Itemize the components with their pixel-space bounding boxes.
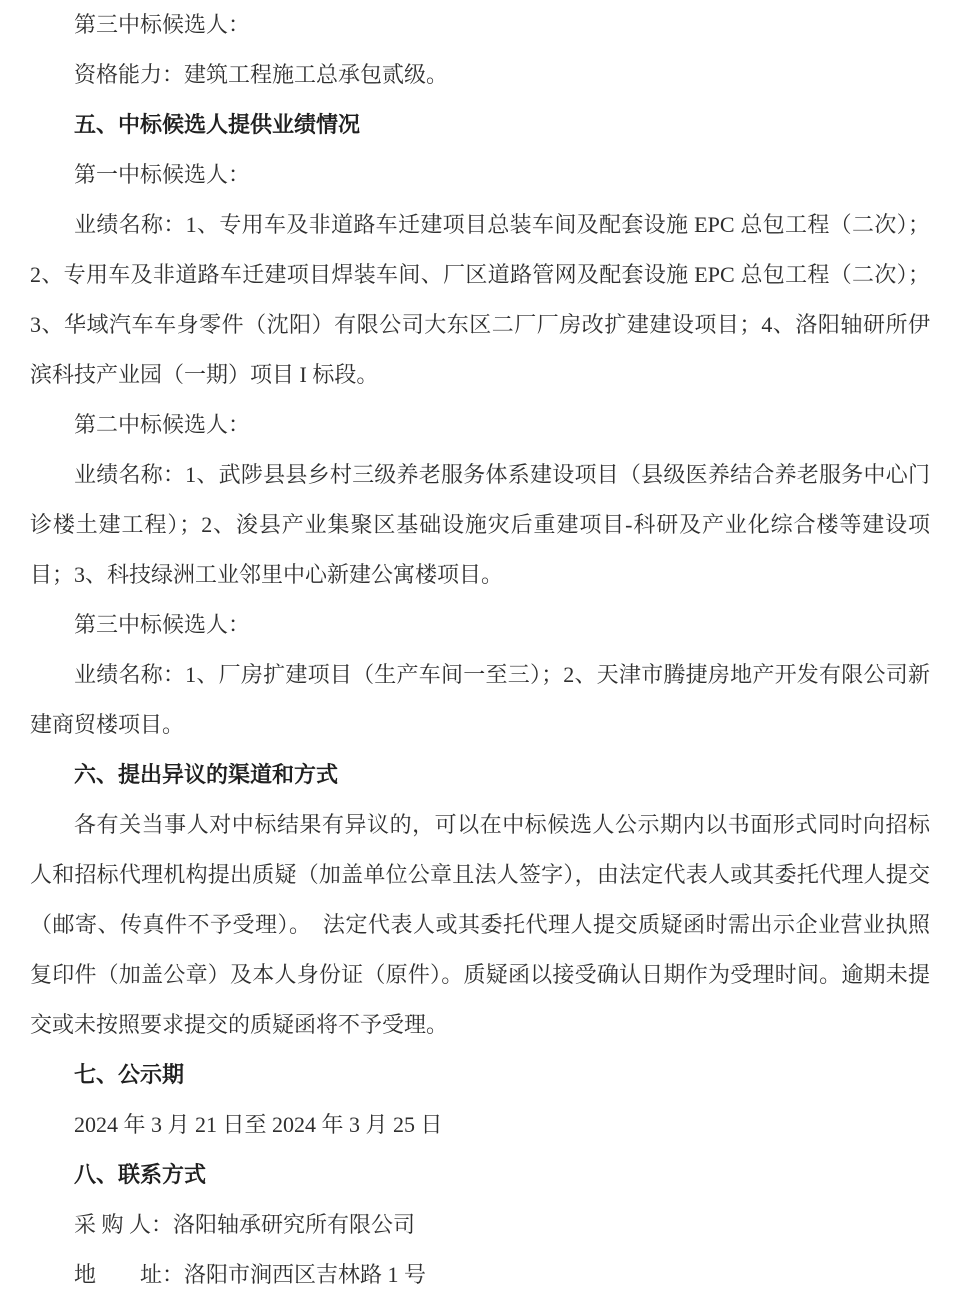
address-line: 地 址：洛阳市涧西区吉林路 1 号 <box>74 1262 427 1287</box>
publicity-period-dates: 2024 年 3 月 21 日至 2024 年 3 月 25 日 <box>74 1112 443 1137</box>
section-heading-5: 五、中标候选人提供业绩情况 <box>74 112 361 137</box>
purchaser-line: 采 购 人：洛阳轴承研究所有限公司 <box>74 1212 416 1237</box>
second-candidate-label: 第二中标候选人： <box>74 412 251 437</box>
third-candidate-label-2: 第三中标候选人： <box>74 612 251 637</box>
section-heading-6: 六、提出异议的渠道和方式 <box>74 762 339 787</box>
second-candidate-achievements: 业绩名称：1、武陟县县乡村三级养老服务体系建设项目（县级医养结合养老服务中心门诊楼土建工程）；2、浚县产业集聚区基础设施灾后重建项目-科研及产业化综合楼等建设项目；3、科技绿洲工业邻里中心新建公寓楼项目。 <box>30 462 930 587</box>
third-candidate-achievements: 业绩名称：1、厂房扩建项目（生产车间一至三）；2、天津市腾捷房地产开发有限公司新建商贸楼项目。 <box>30 662 930 737</box>
third-candidate-label: 第三中标候选人： <box>74 12 251 37</box>
section-heading-8: 八、联系方式 <box>74 1162 207 1187</box>
section-heading-7: 七、公示期 <box>74 1062 185 1087</box>
objection-procedure-paragraph: 各有关当事人对中标结果有异议的，可以在中标候选人公示期内以书面形式同时向招标人和招标代理机构提出质疑（加盖单位公章且法人签字），由法定代表人或其委托代理人提交（邮寄、传真件不予受理）。 法定代表人或其委托代理人提交质疑函时需出示企业营业执照复印件（加盖公章）及本人身份证（原件）。质疑函以接受确认日期作为受理时间。逾期未提交或未按照要求提交的质疑函将不予受理。 <box>30 812 930 1037</box>
first-candidate-achievements: 业绩名称：1、专用车及非道路车迁建项目总装车间及配套设施 EPC 总包工程（二次）；2、专用车及非道路车迁建项目焊装车间、厂区道路管网及配套设施 EPC 总包工程（二次）；3、华域汽车车身零件（沈阳）有限公司大东区二厂厂房改扩建建设项目；4、洛阳轴研所伊滨科技产业园（一期）项目 I 标段。 <box>30 212 930 387</box>
qualification-ability-line: 资格能力：建筑工程施工总承包贰级。 <box>74 62 449 87</box>
first-candidate-label: 第一中标候选人： <box>74 162 251 187</box>
